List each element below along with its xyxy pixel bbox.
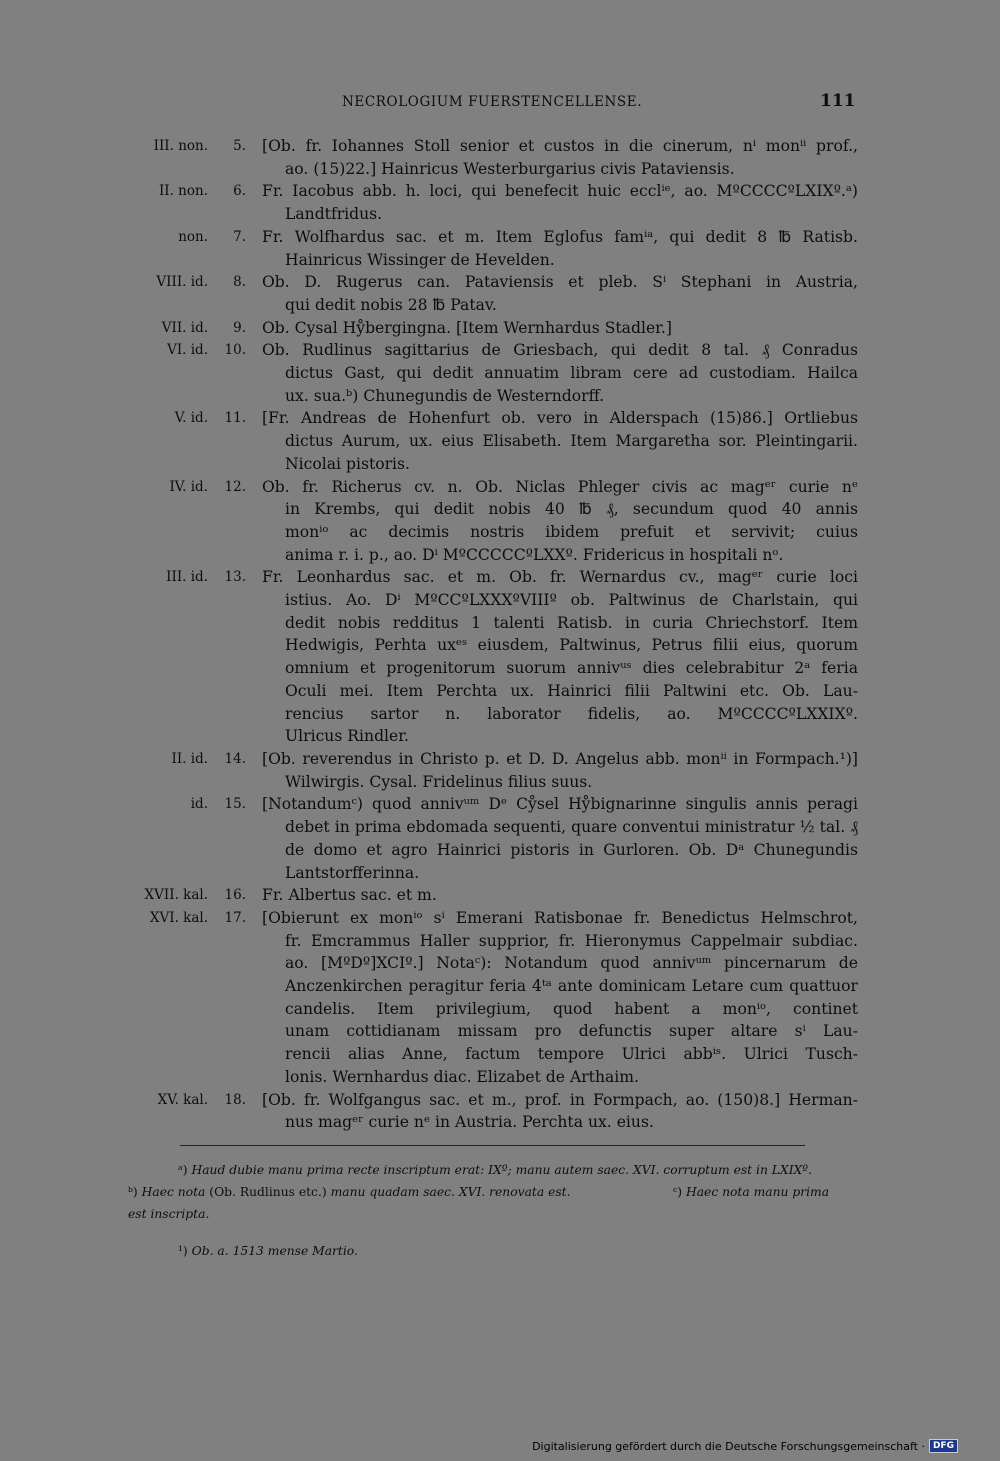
necrology-entries [0, 135, 1000, 1134]
entry-date: id. [190, 796, 208, 813]
entry-day-number: 12. [224, 478, 246, 495]
necrology-entry [0, 180, 1000, 225]
entry-text-line: Lantstorfferinna. [285, 863, 420, 882]
entry-day-number: 15. [224, 796, 246, 813]
entry-text-line: ux. sua.ᵇ) Chunegundis de Westerndorff. [285, 386, 605, 405]
entry-date: IV. id. [169, 478, 208, 495]
necrology-entry [0, 271, 1000, 316]
necrology-entry [0, 339, 1000, 407]
entry-text-line: Fr. Leonhardus sac. et m. Ob. fr. Wernardus cv., magᵉʳ curie loci [262, 568, 858, 587]
entry-date: XVI. kal. [149, 909, 208, 926]
entry-text-line: fr. Emcrammus Haller supprior, fr. Hieronymus Cappelmair subdiac. [285, 931, 858, 950]
entry-text-line: Ob. D. Rugerus can. Pataviensis et pleb. Sⁱ Stephani in Austria, [262, 273, 858, 292]
entry-date: XVII. kal. [144, 887, 208, 904]
entry-date: III. non. [153, 138, 208, 154]
footnote-b: ᵇ) Haec nota (Ob. Rudlinus etc.) manu quadam saec. XVI. renovata est. [128, 1185, 571, 1199]
entry-text-line: Hedwigis, Perhta uxᵉˢ eiusdem, Paltwinus, Petrus filii eius, quorum [285, 636, 858, 655]
entry-text-line: dictus Gast, qui dedit annuatim libram cere ad custodiam. Hailca [285, 364, 858, 383]
entry-day-number: 17. [224, 909, 246, 926]
entry-date: II. non. [158, 183, 208, 200]
entry-day-number: 10. [224, 342, 246, 359]
entry-day-number: 11. [224, 410, 246, 427]
entry-text-line: Anczenkirchen peragitur feria 4ᵗᵃ ante dominicam Letare cum quattuor [285, 977, 858, 996]
footnote-1: ¹) Ob. a. 1513 mense Martio. [178, 1244, 358, 1258]
entry-day-number: 5. [233, 138, 246, 154]
necrology-entry [0, 566, 1000, 748]
footnote-c-continued: est inscripta. [128, 1207, 210, 1221]
entry-day-number: 9. [233, 319, 246, 336]
entry-text-line: debet in prima ebdomada sequenti, quare conventui ministratur ½ tal. ₰ [285, 818, 858, 837]
running-header [0, 91, 1000, 114]
entry-text-line: rencii alias Anne, factum tempore Ulrici abbⁱˢ. Ulrici Tusch- [285, 1045, 858, 1064]
entry-text-line: [Obierunt ex monⁱᵒ sⁱ Emerani Ratisbonae fr. Benedictus Helmschrot, [262, 908, 858, 927]
entry-date: III. id. [166, 569, 208, 586]
necrology-entry [0, 407, 1000, 475]
entry-day-number: 18. [224, 1091, 246, 1108]
entry-text-line: lonis. Wernhardus diac. Elizabet de Arthaim. [285, 1067, 640, 1086]
entry-text-line: Wilwirgis. Cysal. Fridelinus filius suus. [285, 772, 593, 791]
footnote-c: ᶜ) Haec nota manu prima [673, 1185, 830, 1199]
entry-text-line: Ob. Cysal Hẙbergingna. [Item Wernhardus Stadler.] [262, 318, 672, 337]
entry-text-line: de domo et agro Hainrici pistoris in Gurloren. Ob. Dᵃ Chunegundis [285, 840, 858, 859]
entry-text-line: Fr. Albertus sac. et m. [262, 886, 437, 905]
entry-text-line: [Ob. reverendus in Christo p. et D. D. Angelus abb. monⁱⁱ in Formpach.¹)] [262, 749, 858, 768]
entry-text-line: Nicolai pistoris. [285, 454, 411, 473]
entry-day-number: 8. [233, 274, 246, 291]
entry-text-line: in Krembs, qui dedit nobis 40 ℔ ₰, secundum quod 40 annis [285, 500, 858, 519]
entry-text-line: Oculi mei. Item Perchta ux. Hainrici filii Paltwini etc. Ob. Lau- [285, 681, 858, 700]
entry-date: VIII. id. [156, 274, 208, 291]
entry-text-line: candelis. Item privilegium, quod habent a monⁱᵒ, continet [285, 999, 858, 1018]
entry-text-line: nus magᵉʳ curie nᵉ in Austria. Perchta ux. eius. [285, 1113, 654, 1132]
entry-day-number: 7. [233, 228, 246, 245]
entry-text-line: ao. (15)22.] Hainricus Westerburgarius civis Pataviensis. [285, 159, 735, 178]
entry-text-line: rencius sartor n. laborator fidelis, ao. MºCCCCºLXXIXº. [285, 704, 858, 723]
necrology-entry [0, 317, 1000, 340]
necrology-entry [0, 884, 1000, 907]
entry-day-number: 16. [224, 887, 246, 904]
entry-text-line: [Notandumᶜ) quod annivᵘᵐ Dᵉ Cẙsel Hẙbignarinne singulis annis peragi [262, 795, 858, 814]
necrology-entry [0, 1089, 1000, 1134]
entry-date: VII. id. [161, 319, 208, 336]
entry-text-line: Hainricus Wissinger de Hevelden. [285, 250, 555, 269]
entry-text-line: Ulricus Rindler. [285, 727, 409, 746]
entry-day-number: 14. [224, 750, 246, 767]
entry-text-line: Ob. Rudlinus sagittarius de Griesbach, qui dedit 8 tal. ₰ Conradus [262, 341, 858, 360]
necrology-entry [0, 135, 1000, 180]
entry-text-line: omnium et progenitorum suorum annivᵘˢ dies celebrabitur 2ᵃ feria [285, 659, 858, 678]
running-title: NECROLOGIUM FUERSTENCELLENSE. [342, 94, 643, 110]
entry-date: VI. id. [167, 342, 208, 359]
entry-text-line: qui dedit nobis 28 ℔ Patav. [285, 295, 497, 314]
entry-text-line: [Ob. fr. Iohannes Stoll senior et custos in die cinerum, nⁱ monⁱⁱ prof., [262, 137, 858, 155]
entry-date: V. id. [174, 410, 208, 427]
necrology-entry [0, 226, 1000, 271]
entry-date: XV. kal. [157, 1091, 208, 1108]
entry-date: II. id. [171, 750, 208, 767]
entry-text-line: Ob. fr. Richerus cv. n. Ob. Niclas Phleger civis ac magᵉʳ curie nᵉ [262, 477, 858, 496]
page-number: 111 [820, 91, 856, 111]
necrology-entry [0, 476, 1000, 567]
entry-day-number: 6. [233, 183, 246, 200]
necrology-entry [0, 748, 1000, 793]
digitization-credit [532, 1439, 958, 1453]
necrology-entry [0, 793, 1000, 884]
entry-text-line: anima r. i. p., ao. Dⁱ MºCCCCCºLXXº. Fridericus in hospitali nᵒ. [285, 545, 784, 564]
necrology-entry [0, 907, 1000, 1089]
entry-text-line: monⁱᵒ ac decimis nostris ibidem prefuit et servivit; cuius [285, 522, 858, 541]
footnote-a: ᵃ) Haud dubie manu prima recte inscriptum erat: IXº; manu autem saec. XVI. corruptum est in LXIXº. [178, 1163, 812, 1177]
entry-text-line: dedit nobis redditus 1 talenti Ratisb. in curia Chriechstorf. Item [285, 613, 858, 632]
entry-date: non. [178, 228, 208, 245]
entry-text-line: istius. Ao. Dⁱ MºCCºLXXXºVIIIº ob. Paltwinus de Charlstain, qui [285, 591, 858, 610]
footnote-rule [180, 1145, 805, 1146]
entry-text-line: [Ob. fr. Wolfgangus sac. et m., prof. in Formpach, ao. (150)8.] Herman- [262, 1090, 858, 1109]
entry-text-line: unam cottidianam missam pro defunctis super altare sⁱ Lau- [285, 1022, 858, 1041]
entry-text-line: Landtfridus. [285, 205, 383, 224]
entry-text-line: Fr. Wolfhardus sac. et m. Item Eglofus famⁱᵃ, qui dedit 8 ℔ Ratisb. [262, 227, 858, 246]
entry-text-line: dictus Aurum, ux. eius Elisabeth. Item Margaretha sor. Pleintingarii. [285, 432, 858, 451]
entry-text-line: [Fr. Andreas de Hohenfurt ob. vero in Alderspach (15)86.] Ortliebus [262, 409, 858, 428]
credit-text: Digitalisierung gefördert durch die Deutsche Forschungsgemeinschaft · [532, 1439, 925, 1453]
entry-text-line: ao. [MºDº]XCIº.] Notaᶜ): Notandum quod annivᵘᵐ pincernarum de [285, 954, 858, 973]
entry-text-line: Fr. Iacobus abb. h. loci, qui benefecit huic ecclⁱᵉ, ao. MºCCCCºLXIXº.ᵃ) [262, 182, 858, 201]
dfg-logo: DFG [929, 1439, 958, 1453]
entry-day-number: 13. [224, 569, 246, 586]
